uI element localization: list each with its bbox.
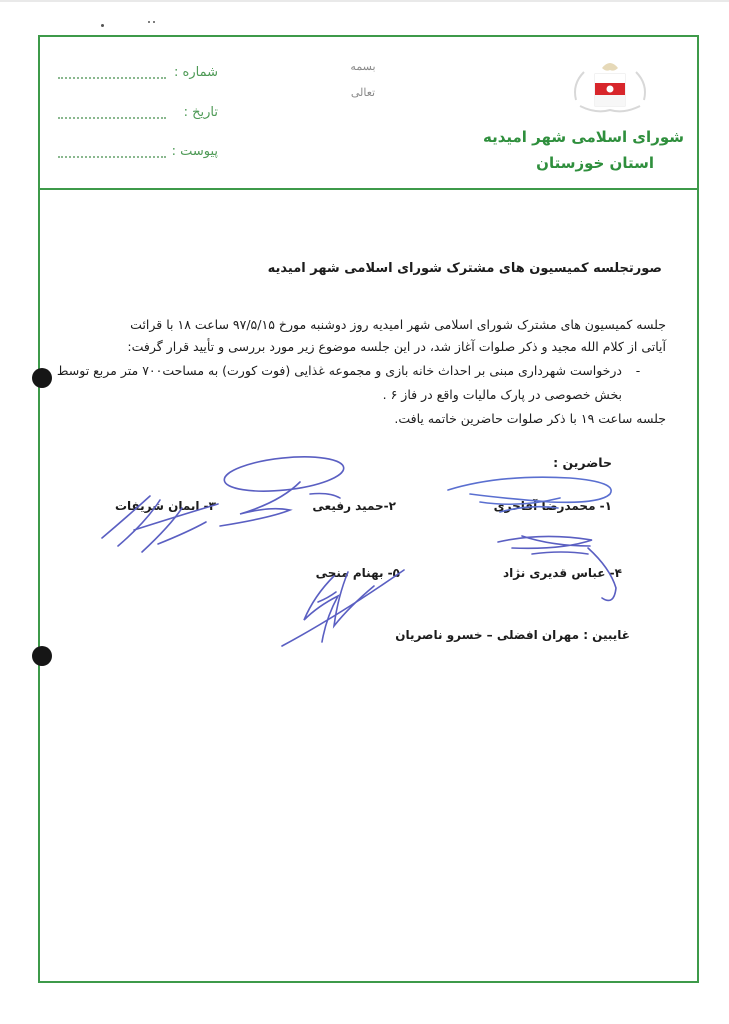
field-date-blank — [58, 117, 166, 119]
absent-members: غایبین : مهران افضلی – خسرو ناصریان — [395, 628, 630, 642]
punch-hole-bottom — [32, 646, 52, 666]
member-4: ۴- عباس قدیری نژاد — [502, 566, 622, 580]
attendees-label: حاضرین : — [553, 455, 612, 470]
field-attachment-label: پیوست : — [171, 144, 218, 159]
header-divider — [38, 188, 699, 190]
field-number — [58, 62, 218, 84]
agenda-item-line: بخش خصوصی در پارک مالیات واقع در فاز ۶ . — [382, 387, 622, 402]
signature-member-3 — [98, 486, 238, 556]
field-attachment — [58, 141, 218, 163]
field-date — [58, 102, 218, 124]
member-5: ۵- بهنام منجی — [315, 566, 400, 580]
org-title: شورای اسلامی شهر امیدیه — [482, 128, 684, 146]
signature-member-4 — [492, 528, 624, 608]
signature-member-5 — [278, 556, 410, 652]
org-subtitle: استان خوزستان — [536, 154, 654, 172]
field-number-label: شماره : — [174, 65, 218, 80]
member-3: ۳- ایمان شریفات — [114, 499, 216, 513]
document-title: صورتجلسه کمیسیون های مشترک شورای اسلامی شهر امیدیه — [267, 261, 662, 276]
scan-top-edge — [0, 0, 729, 2]
scan-speck — [148, 21, 150, 23]
member-1: ۱- محمدرضا آقاخری — [493, 499, 612, 513]
member-2: ۲-حمید رفیعی — [312, 499, 396, 513]
item-bullet: - — [635, 363, 641, 378]
field-number-blank — [58, 77, 166, 79]
field-attachment-blank — [58, 156, 166, 158]
closing-line: جلسه ساعت ۱۹ با ذکر صلوات حاضرین خاتمه یافت. — [394, 411, 666, 426]
agenda-item-line: درخواست شهرداری مبنی بر احداث خانه بازی و مجموعه غذایی (فوت کورت) به مساحت۷۰۰ متر مربع توسط — [56, 363, 622, 378]
bismillah-calligraphy: بسمه تعالی — [350, 60, 376, 99]
field-date-label: تاریخ : — [183, 105, 218, 120]
scan-speck — [101, 24, 104, 27]
paragraph-line: جلسه کمیسیون های مشترک شورای اسلامی شهر امیدیه روز دوشنبه مورخ ۹۷/۵/۱۵ ساعت ۱۸ با قرائت — [130, 317, 666, 332]
paragraph-line: آیاتی از کلام الله مجید و ذکر صلوات آغاز شد، در این جلسه موضوع زیر مورد بررسی و تأیید قرار گرفت: — [127, 339, 666, 354]
punch-hole-top — [32, 368, 52, 388]
flag-emblem-icon — [568, 60, 652, 116]
scan-speck — [153, 21, 155, 23]
signature-member-1 — [440, 468, 626, 520]
